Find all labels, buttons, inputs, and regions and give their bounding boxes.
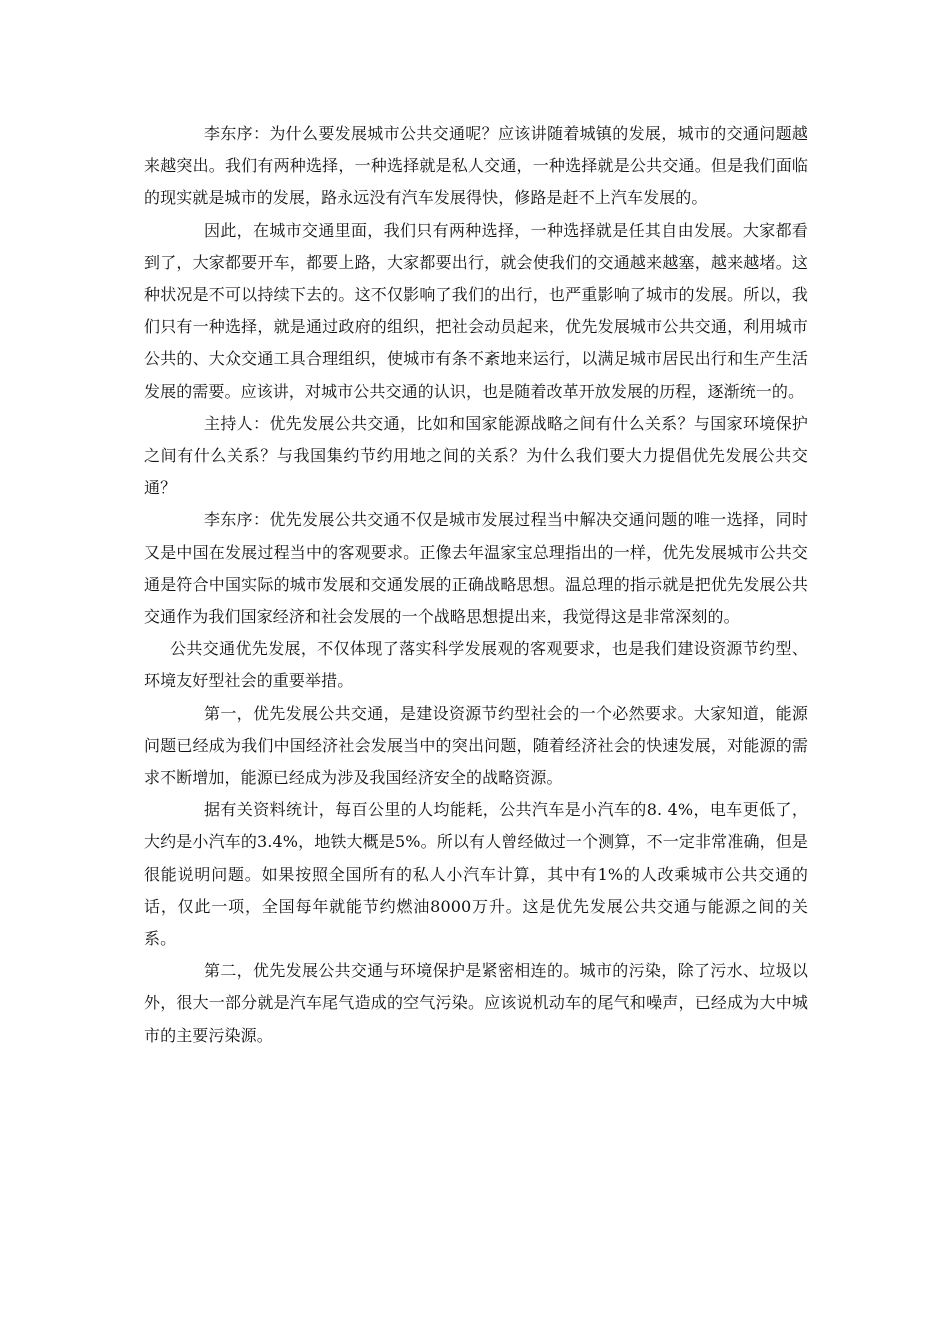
- paragraph-2: 因此，在城市交通里面，我们只有两种选择，一种选择就是任其自由发展。大家都看到了，大家都要开车，都要上路，大家都要出行，就会使我们的交通越来越塞，越来越堵。这种状况是不可以持续下去的。这不仅影响了我们的出行，也严重影响了城市的发展。所以，我们只有一种选择，就是通过政府的组织，把社会动员起来，优先发展城市公共交通，利用城市公共的、大众交通工具合理组织，使城市有条不紊地来运行，以满足城市居民出行和生产生活发展的需要。应该讲，对城市公共交通的认识，也是随着改革开放发展的历程，逐渐统一的。: [144, 220, 808, 401]
- document-body: [144, 118, 808, 1052]
- paragraph-3: 主持人：优先发展公共交通，比如和国家能源战略之间有什么关系？与国家环境保护之间有什么关系？与我国集约节约用地之间的关系？为什么我们要大力提倡优先发展公共交通？: [144, 413, 808, 498]
- paragraph-5: 公共交通优先发展，不仅体现了落实科学发展观的客观要求，也是我们建设资源节约型、环境友好型社会的重要举措。: [144, 639, 808, 691]
- paragraph-6: 第一，优先发展公共交通，是建设资源节约型社会的一个必然要求。大家知道，能源问题已经成为我们中国经济社会发展当中的突出问题，随着经济社会的快速发展，对能源的需求不断增加，能源已经成为涉及我国经济安全的战略资源。: [144, 703, 808, 788]
- paragraph-4: 李东序：优先发展公共交通不仅是城市发展过程当中解决交通问题的唯一选择，同时又是中国在发展过程当中的客观要求。正像去年温家宝总理指出的一样，优先发展城市公共交通是符合中国实际的城市发展和交通发展的正确战略思想。温总理的指示就是把优先发展公共交通作为我们国家经济和社会发展的一个战略思想提出来，我觉得这是非常深刻的。: [144, 510, 808, 627]
- paragraph-1: 李东序：为什么要发展城市公共交通呢？应该讲随着城镇的发展，城市的交通问题越来越突出。我们有两种选择，一种选择就是私人交通，一种选择就是公共交通。但是我们面临的现实就是城市的发展，路永远没有汽车发展得快，修路是赶不上汽车发展的。: [144, 124, 808, 208]
- paragraph-7: 据有关资料统计，每百公里的人均能耗，公共汽车是小汽车的8. 4%，电车更低了，大约是小汽车的3.4%，地铁大概是5%。所以有人曾经做过一个测算，不一定非常准确，但是很能说明问题。如果按照全国所有的私人小汽车计算，其中有1%的人改乘城市公共交通的话，仅此一项，全国每年就能节约燃油8000万升。这是优先发展公共交通与能源之间的关系。: [144, 800, 808, 949]
- paragraph-8: 第二，优先发展公共交通与环境保护是紧密相连的。城市的污染，除了污水、垃圾以外，很大一部分就是汽车尾气造成的空气污染。应该说机动车的尾气和噪声，已经成为大中城市的主要污染源。: [144, 961, 808, 1045]
